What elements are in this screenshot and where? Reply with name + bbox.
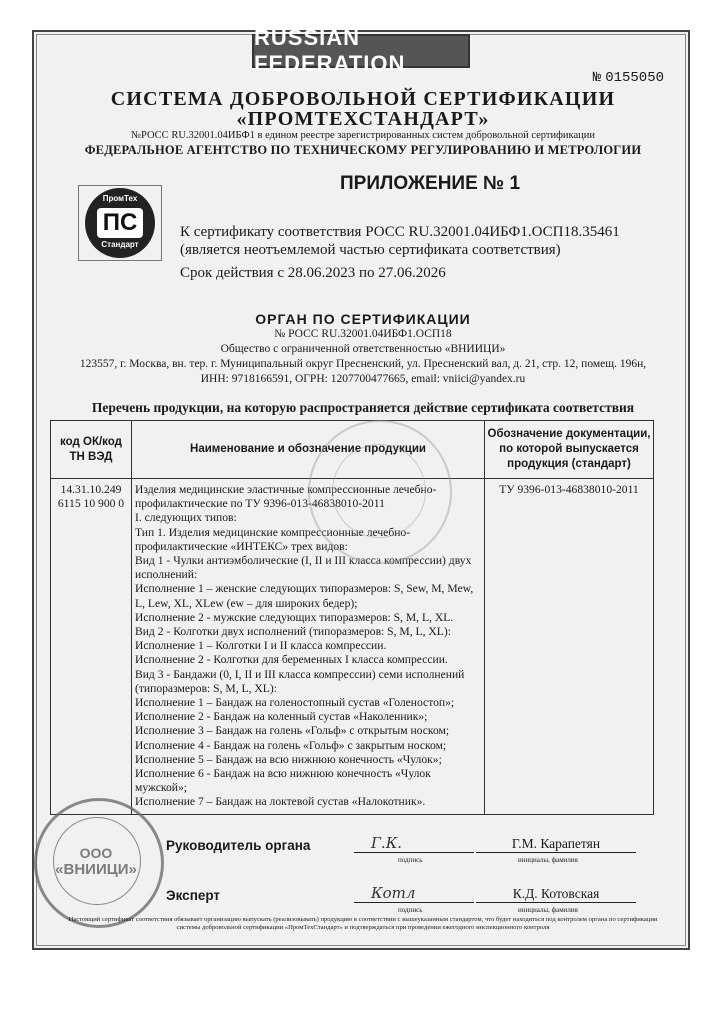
logo-letters: ПС <box>97 208 143 238</box>
appendix-title: ПРИЛОЖЕНИЕ № 1 <box>340 173 521 194</box>
stamp-watermark <box>308 420 452 564</box>
product-list-title: Перечень продукции, на которую распространяется действие сертификата соответствия <box>91 400 635 415</box>
seal-line1: ООО <box>79 845 113 861</box>
certificate-reference <box>180 223 620 259</box>
serial-number <box>593 70 664 86</box>
seal-line2: «ВНИИЦИ» <box>55 861 137 878</box>
country-banner: RUSSIAN FEDERATION <box>252 34 470 68</box>
cert-body-details <box>56 327 670 387</box>
product-line: Исполнение 7 – Бандаж на локтевой сустав «Налокотник». <box>135 795 426 809</box>
product-line: Тип 1. Изделия медицинские компрессионные лечебно-профилактические «ИНТЕКС» трех видов: <box>135 525 411 553</box>
product-line: Исполнение 2 - Бандаж на коленный сустав «Наколенник»; <box>135 710 428 724</box>
product-line: Исполнение 2 - мужские следующих типоразмеров: S, M, L, XL. <box>135 610 454 624</box>
standard-cell: ТУ 9396-013-46838010-2011 <box>485 479 654 815</box>
product-line: I. следующих типов: <box>135 511 237 525</box>
code-cell <box>51 479 132 815</box>
product-line: Вид 3 - Бандажи (0, I, II и III класса компрессии) семи исполнений (типоразмеров: S, M, L, XL): <box>135 667 465 695</box>
certificate-number-line: К сертификату соответствия РОСС RU.32001.04ИБФ1.ОСП18.35461 <box>180 224 620 240</box>
cert-body-number: № РОСС RU.32001.04ИБФ1.ОСП18 <box>274 328 452 340</box>
footnote: Настоящий сертификат соответствия обязывает организацию выпускать (реализовывать) продукцию в соответствии с вышеуказанным стандартом, что будет находиться под контролем органа по сертификации системы добровольной сертификации «ПромТехСтандарт» и подтверждаться при проведении ежегодного инспекционного контроля <box>68 916 658 931</box>
head-name: Г.М. Карапетян <box>511 836 601 851</box>
head-role: Руководитель органа <box>166 838 311 853</box>
product-line: Исполнение 3 – Бандаж на голень «Гольф» с открытым носком; <box>135 724 450 738</box>
expert-signature-row <box>166 884 636 918</box>
header-code: код ОК/код ТН ВЭД <box>51 421 132 479</box>
serial-prefix: № <box>592 70 602 86</box>
system-title-line1: СИСТЕМА ДОБРОВОЛЬНОЙ СЕРТИФИКАЦИИ <box>110 88 616 110</box>
product-line: Исполнение 5 – Бандаж на всю нижнюю конечность «Чулок»; <box>135 752 442 766</box>
validity-period: Срок действия с 28.06.2023 по 27.06.2026 <box>180 265 446 281</box>
certificate-note-line: (является неотъемлемой частью сертификата соответствия) <box>180 242 561 258</box>
head-signature: Г.К. <box>371 834 403 852</box>
logo-bottom-text: Стандарт <box>101 240 139 249</box>
logo-top-text: ПромТех <box>102 194 138 203</box>
promtekh-logo <box>78 185 162 261</box>
head-signature-row <box>166 834 636 868</box>
serial-value: 0155050 <box>605 70 664 86</box>
expert-signature: Котл <box>371 884 416 902</box>
code-okpd: 14.31.10.249 <box>60 483 122 496</box>
agency-title: ФЕДЕРАЛЬНОЕ АГЕНТСТВО ПО ТЕХНИЧЕСКОМУ РЕГУЛИРОВАНИЮ И МЕТРОЛОГИИ <box>84 143 642 157</box>
product-line: Исполнение 1 – женские следующих типоразмеров: S, Sew, M, Mew, L, Lew, XL, XLew (ew – для широких бедер); <box>135 582 474 610</box>
product-line: Вид 1 - Чулки антиэмболические (I, II и III класса компрессии) двух исполнений: <box>135 554 472 582</box>
head-initials-label: инициалы, фамилия <box>518 856 578 864</box>
cert-body-address: 123557, г. Москва, вн. тер. г. Муниципальный округ Пресненский, ул. Пресненский вал, д. 21, стр. 12, помещ. 196н, <box>79 358 647 370</box>
organization-seal <box>34 798 164 928</box>
logo-ring <box>85 188 155 258</box>
product-line: Исполнение 1 – Бандаж на голеностопный сустав «Голеностоп»; <box>135 696 455 710</box>
cert-body-ids: ИНН: 9718166591, ОГРН: 1207700477665, email: vniici@yandex.ru <box>200 373 526 385</box>
expert-name: К.Д. Котовская <box>512 886 600 901</box>
product-line: Исполнение 6 - Бандаж на всю нижнюю конечность «Чулок мужской»; <box>135 767 431 795</box>
expert-initials-label: инициалы, фамилия <box>518 906 578 914</box>
product-line: Исполнение 2 - Колготки для беременных I класса компрессии. <box>135 653 448 667</box>
header-name: Наименование и обозначение продукции <box>132 421 485 479</box>
product-line: Вид 2 - Колготки двух исполнений (типоразмеров: S, M, L, XL): <box>135 625 451 639</box>
product-line: Исполнение 1 – Колготки I и II класса компрессии. <box>135 639 387 653</box>
product-line: Изделия медицинские эластичные компрессионные лечебно-профилактические по ТУ 9396-013-46838010-2011 <box>135 483 437 511</box>
header-standard: Обозначение документации, по которой выпускается продукция (стандарт) <box>485 421 654 479</box>
cert-body-org: Общество с ограниченной ответственностью «ВНИИЦИ» <box>220 343 506 355</box>
cert-body-title: ОРГАН ПО СЕРТИФИКАЦИИ <box>255 311 471 327</box>
expert-role: Эксперт <box>166 888 221 903</box>
system-registry: №РОСС RU.32001.04ИБФ1 в едином реестре зарегистрированных систем добровольной сертификации <box>130 130 595 141</box>
expert-sign-label: подпись <box>398 906 423 914</box>
head-sign-label: подпись <box>398 856 423 864</box>
code-tnved: 6115 10 900 0 <box>57 497 125 511</box>
product-line: Исполнение 4 - Бандаж на голень «Гольф» с закрытым носком; <box>135 738 447 752</box>
system-title-line2: «ПРОМТЕХСТАНДАРТ» <box>236 108 490 130</box>
